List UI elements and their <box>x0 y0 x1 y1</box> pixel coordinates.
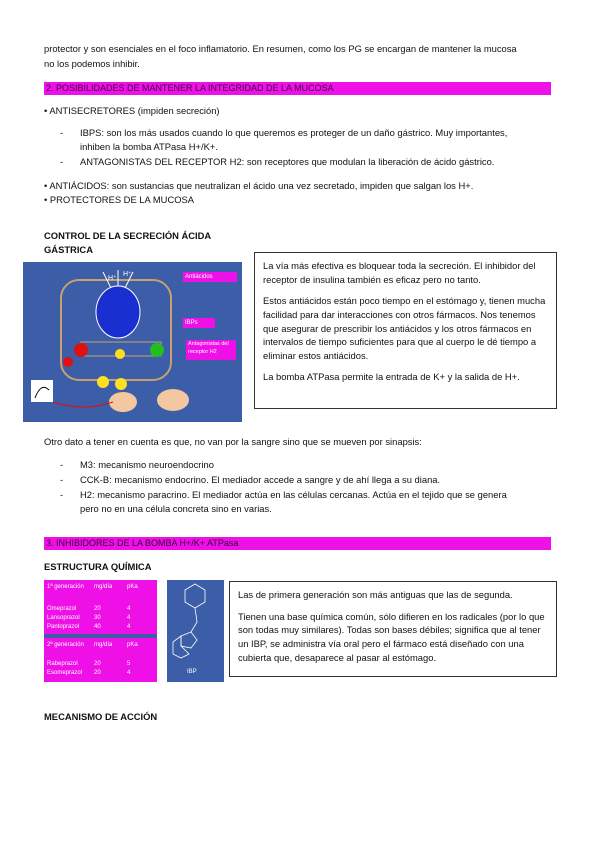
section-3-heading: 3. INHIBIDORES DE LA BOMBA H+/K+ ATPasa <box>44 537 551 550</box>
molecule-label: IBP <box>187 669 197 675</box>
item-m3: M3: mecanismo neuroendocrino <box>80 459 214 470</box>
ibp-molecule-figure <box>167 580 224 682</box>
bullet-antisecretores: • ANTISECRETORES (impiden secreción) <box>44 105 220 116</box>
estructura-notes-box <box>229 581 557 677</box>
table-header-cell: pKa <box>127 584 138 590</box>
ibp-table <box>44 580 157 682</box>
bullet-antiacidos: • ANTIÁCIDOS: son sustancias que neutralizan el ácido una vez secretado, impiden que salgan los H+. <box>44 180 474 191</box>
table-header-cell: 2ª generación <box>47 642 84 648</box>
item-ibps-line-1: IBPS: son los más usados cuando lo que queremos es proteger de un daño gástrico. Muy importantes, <box>80 127 508 138</box>
control-note-2: Estos antiácidos están poco tiempo en el estómago y, tienen mucha facilidad para dar interacciones con otros fármacos. Nos tenemos que asegurar de prescribir los antiácidos y los otros fármacos en intervalos de tiempo suficientes para que al cuerpo le dé tiempo a eliminar estos antiácidos. <box>263 295 546 361</box>
estructura-note-1: Las de primera generación son más antiguas que las de segunda. <box>238 589 513 600</box>
figure-label-antiacidos: Antiácidos <box>183 272 237 282</box>
table-cell: 4 <box>127 670 131 676</box>
table-cell: 40 <box>94 624 101 630</box>
table-cell: 5 <box>127 661 131 667</box>
svg-text:H⁺: H⁺ <box>123 271 132 278</box>
item-h2-line-2: pero no en una célula concreta sino en varias. <box>80 503 272 514</box>
dash-marker: - <box>60 489 64 500</box>
table-cell: 20 <box>94 606 101 612</box>
dash-marker: - <box>60 474 64 485</box>
table-header-cell: mg/día <box>94 642 113 648</box>
table-cell: Rabeprazol <box>47 661 78 667</box>
bullet-protectores: • PROTECTORES DE LA MUCOSA <box>44 194 195 205</box>
control-notes-box <box>254 252 557 409</box>
figure-label-antagonistas: Antagonistas del receptor H2 <box>186 340 236 360</box>
estructura-quimica-title: ESTRUCTURA QUÍMICA <box>44 561 152 572</box>
svg-text:H⁺: H⁺ <box>108 275 117 282</box>
table-header-cell: pKa <box>127 642 138 648</box>
control-title-2: GÁSTRICA <box>44 244 93 255</box>
item-cckb: CCK-B: mecanismo endocrino. El mediador accede a sangre y de ahí llega a su diana. <box>80 474 441 485</box>
intro-line-1: protector y son esenciales en el foco inflamatorio. En resumen, como los PG se encargan de mantener la mucosa <box>44 43 517 54</box>
table-cell: 4 <box>127 624 131 630</box>
control-title-1: CONTROL DE LA SECRECIÓN ÁCIDA <box>44 230 212 241</box>
figure-label-ibps: IBPs <box>183 318 215 328</box>
item-antagonistas: ANTAGONISTAS DEL RECEPTOR H2: son receptores que modulan la liberación de ácido gástrico. <box>80 156 495 167</box>
table-cell: 20 <box>94 670 101 676</box>
table-cell: Lansoprazol <box>47 615 80 621</box>
table-cell: 20 <box>94 661 101 667</box>
table-cell: Omeprazol <box>47 606 77 612</box>
dash-marker: - <box>60 127 64 138</box>
dash-marker: - <box>60 459 64 470</box>
table-cell: Pantoprazol <box>47 624 80 630</box>
table-header-cell: 1ª generación <box>47 584 84 590</box>
item-ibps-line-2: inhiben la bomba ATPasa H+/K+. <box>80 141 218 152</box>
sinapsis-intro: Otro dato a tener en cuenta es que, no van por la sangre sino que se mueven por sinapsis: <box>44 436 422 447</box>
table-cell: Esomeprazol <box>47 670 83 676</box>
table-cell: 4 <box>127 615 131 621</box>
estructura-note-2: Tienen una base química común, sólo difieren en los radicales (por lo que son todas muy similares). Todas son bases débiles; significa que al tener un IBP, se administra vía oral pero el fármaco está diseñado con una cubierta que, desaparece al pasar al estómago. <box>238 610 545 663</box>
table-cell: 30 <box>94 615 101 621</box>
control-note-1: La vía más efectiva es bloquear toda la secreción. El inhibidor del receptor de insulina también es eficaz pero no tanto. <box>263 260 536 285</box>
intro-line-2: no los podemos inhibir. <box>44 58 140 69</box>
table-cell: 4 <box>127 606 131 612</box>
gastric-secretion-figure <box>23 262 242 422</box>
mecanismo-title: MECANISMO DE ACCIÓN <box>44 711 158 722</box>
dash-marker: - <box>60 156 64 167</box>
section-2-heading: 2. POSIBILIDADES DE MANTENER LA INTEGRIDAD DE LA MUCOSA <box>44 82 551 95</box>
table-divider <box>44 634 157 638</box>
control-note-3: La bomba ATPasa permite la entrada de K+ y la salida de H+. <box>263 371 520 383</box>
table-header-cell: mg/día <box>94 584 113 590</box>
item-h2-line-1: H2: mecanismo paracrino. El mediador actúa en las células cercanas. Actúa en el tejido que se genera <box>80 489 507 500</box>
